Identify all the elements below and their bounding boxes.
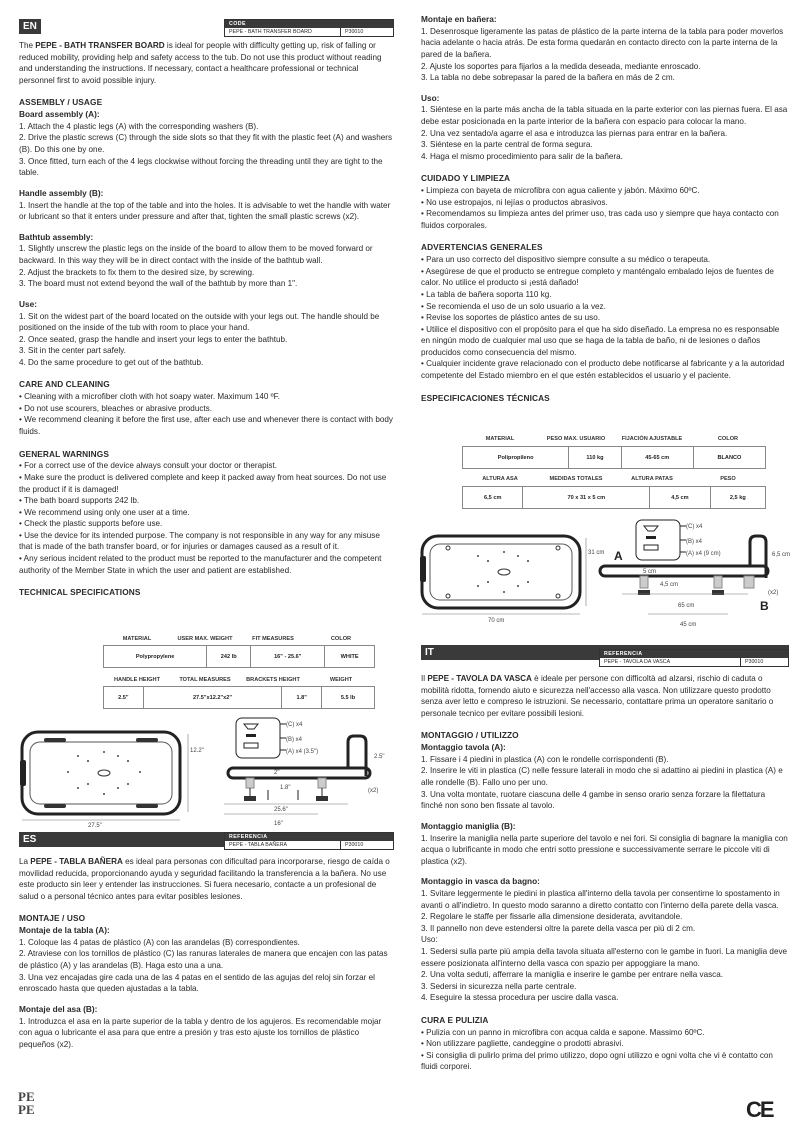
es-continued-section bbox=[421, 14, 789, 404]
en-use-step: 3. Sit in the center part safely. bbox=[19, 346, 126, 356]
es-spec-header-2: ALTURA ASA MEDIDAS TOTALES ALTURA PATAS PESO bbox=[482, 476, 736, 482]
es-parts-callout bbox=[636, 520, 721, 560]
en-dim-handle-height: 2.5" bbox=[374, 754, 385, 760]
en-part-c-label: (C) x4 bbox=[286, 722, 303, 728]
en-use-step: 4. Do the same procedure to get out of the bathtub. bbox=[19, 357, 204, 367]
en-dim-bracket: 1.8" bbox=[280, 785, 291, 791]
es-screws-label: (x2) bbox=[768, 590, 779, 596]
es-warning-item: • Asegúrese de que el producto se entregue completo y manténgalo embalado lejos de fuentes de calor. No utilice el producto si ¡está dañado! bbox=[421, 266, 774, 288]
en-board-title: Board assembly (A): bbox=[19, 109, 100, 120]
es-intro-section bbox=[19, 832, 394, 1050]
es-bathtub-step: 2. Ajuste los soportes para fijarlos a la medida deseada, mediante enroscado. bbox=[421, 61, 701, 71]
es-use-step: 3. Siéntese en la parte central de forma segura. bbox=[421, 140, 593, 150]
it-handle-step: 1. Inserire la maniglia nella parte superiore del tavolo e nei fori. Si consiglia di bagnare la maniglia con acqua o lubrificante in modo che entri sotto pressione e successivamente serrare le piccole viti di plastica (x2). bbox=[421, 833, 788, 866]
it-care-item: • Pulizia con un panno in microfibra con acqua calda e sapone. Massimo 60ºC. bbox=[421, 1027, 705, 1037]
en-section bbox=[19, 19, 394, 599]
en-code-label: CODE bbox=[225, 20, 393, 28]
en-warning-item: • We recommend using only one user at a time. bbox=[19, 507, 190, 517]
es-bathtub-step: 1. Desenrosque ligeramente las patas de plástico de la parte interna de la tabla para poder moverlos hacia adelante o hacia atrás. De esta forma quedarán en contacto directo con la parte interna de la pared de la bañera. bbox=[421, 26, 784, 59]
es-dim-width: 31 cm bbox=[588, 550, 605, 556]
en-warning-item: • The bath board supports 242 lb. bbox=[19, 496, 140, 506]
es-warning-item: • Revise los soportes de plástico antes de su uso. bbox=[421, 313, 600, 323]
en-warning-item: • Use the device for its intended purpose. The company is not responsible in any way for any misuse that is made of the bath transfer board, or for injuries or damages caused as a result of it. bbox=[19, 530, 380, 552]
en-screws-label: (x2) bbox=[368, 788, 379, 794]
en-spec-row-1: Polypropylene 242 lb 16" - 25.6" WHITE bbox=[103, 645, 375, 668]
es-part-a-label: (A) x4 (9 cm) bbox=[686, 551, 721, 557]
it-bathtub-step: 1. Svitare leggermente le piedini in plastica all'interno della tavola per consentirne lo spostamento in avanti o all'indietro. In questo modo saranno a diretto contatto con l'interno della parete della vasca. bbox=[421, 889, 780, 910]
es-code-number: P30010 bbox=[340, 841, 363, 849]
it-handle-title: Montaggio maniglia (B): bbox=[421, 820, 516, 831]
en-intro-brand: PEPE - BATH TRANSFER BOARD bbox=[35, 41, 165, 50]
en-board-step: 2. Drive the plastic screws (C) through the side slots so that they fit with the plastic feet (A) and washers (B). Do this one by one. bbox=[19, 133, 393, 155]
en-part-b-label: (B) x4 bbox=[286, 737, 303, 743]
es-code-box bbox=[224, 832, 394, 850]
en-language-badge: EN bbox=[19, 19, 41, 34]
en-warning-item: • For a correct use of the device always consult your doctor or therapist. bbox=[19, 461, 277, 471]
it-section bbox=[421, 645, 789, 1073]
es-board-step: 2. Atraviese con los tornillos de plástico (C) las ranuras laterales de manera que encajen con las patas de plástico (A) y las arandelas (B). Haga esto una a una. bbox=[19, 949, 388, 971]
en-parts-callout bbox=[236, 718, 318, 758]
en-code-box bbox=[224, 19, 394, 37]
it-bathtub-step: 3. Il pannello non deve estendersi oltre la parete della vasca per più di 2 cm. bbox=[421, 923, 696, 933]
es-dim-fit-min: 45 cm bbox=[680, 622, 697, 628]
es-mark-a: A bbox=[614, 549, 623, 563]
es-header bbox=[19, 832, 394, 847]
it-use-step: 4. Eseguire la stessa procedura per uscire dalla vasca. bbox=[421, 993, 619, 1003]
en-dim-length: 27.5" bbox=[88, 823, 102, 828]
it-code-number: P30010 bbox=[740, 658, 763, 666]
en-part-a-label: (A) x4 (3.5") bbox=[286, 749, 319, 755]
es-assembly-title: MONTAJE / USO bbox=[19, 913, 86, 924]
en-handle-title: Handle assembly (B): bbox=[19, 187, 104, 198]
it-use-step: 1. Sedersi sulla parte più ampia della tavola situata all'esterno con le gambe in fuori. La maniglia deve essere posizionata all'interno della vasca con spazio per appoggiare la mano. bbox=[421, 946, 788, 968]
en-header bbox=[19, 19, 394, 34]
en-care-title: CARE AND CLEANING bbox=[19, 379, 110, 390]
it-intro: Il PEPE - TAVOLA DA VASCA è ideale per persone con difficoltà ad alzarsi, rischio di caduta o mobilità ridotta, fornendo aiuto e sicurezza nell'accesso alla vasca. Non utilizzare questo prodotto senza aver letto e compreso le istruzioni. Se necessario, contattare prima un operatore sanitario o personale tecnico per evitare possibili lesioni. bbox=[421, 674, 774, 718]
it-code-product: PEPE - TAVOLA DA VASCA bbox=[604, 659, 671, 665]
brand-logo: PE PE bbox=[18, 1089, 35, 1117]
en-assembly-title: ASSEMBLY / USAGE bbox=[19, 97, 103, 108]
en-intro: The PEPE - BATH TRANSFER BOARD is ideal for people with difficulty getting up, risk of falling or reduced mobility, providing help and safety access to the tub. Do not use this product without reading and understanding the instructions. If necessary, contact a healthcare professional or technical personnel first to avoid possible injury. bbox=[19, 41, 382, 85]
en-bathtub-step: 1. Slightly unscrew the plastic legs on the inside of the board to allow them to be moved forward or backward. In this way they will be in direct contact with the inside of the bathtub wall. bbox=[19, 244, 373, 266]
en-warning-item: • Make sure the product is delivered complete and keep it packed away from heat sources. Do not use the product if it is damaged! bbox=[19, 472, 387, 494]
es-board-title: Montaje de la tabla (A): bbox=[19, 925, 110, 936]
es-handle-title: Montaje del asa (B): bbox=[19, 1003, 98, 1014]
it-bathtub-title: Montaggio in vasca da bagno: bbox=[421, 876, 540, 887]
en-board-top-view bbox=[20, 732, 180, 814]
it-care-item: • Non utilizzare pagliette, candeggine o prodotti abrasivi. bbox=[421, 1039, 624, 1049]
en-spec-header-1: MATERIAL USER MAX. WEIGHT FIT MEASURES COLOR bbox=[122, 636, 352, 642]
en-spec-row-2: 2.5" 27.5"x12.2"x2" 1.8" 5.5 lb bbox=[103, 686, 375, 709]
en-bathtub-step: 2. Adjust the brackets to fix them to the desired size, by screwing. bbox=[19, 267, 255, 277]
it-board-step: 3. Una volta montate, ruotare ciascuna delle 4 gambe in senso orario senza forzare la filettatura finché non sono ben fissate al tavolo. bbox=[421, 789, 766, 811]
es-part-b-label: (B) x4 bbox=[686, 539, 703, 545]
en-warning-item: • Check the plastic supports before use. bbox=[19, 519, 163, 529]
es-dim-length: 70 cm bbox=[488, 618, 505, 624]
en-dim-gap: 2" bbox=[274, 770, 280, 776]
en-spec-header-2: HANDLE HEIGHT TOTAL MEASURES BRACKETS HEIGHT WEIGHT bbox=[114, 677, 353, 683]
en-assembly-diagram bbox=[18, 716, 393, 828]
en-use-step: 2. Once seated, grasp the handle and insert your legs to enter the bathtub. bbox=[19, 334, 288, 344]
it-board-step: 1. Fissare i 4 piedini in plastica (A) con le rondelle corrispondenti (B). bbox=[421, 754, 669, 764]
en-code-number: P30010 bbox=[340, 28, 363, 36]
es-spec-title: ESPECIFICACIONES TÉCNICAS bbox=[421, 392, 550, 403]
it-care-item: • Si consiglia di pulirlo prima del primo utilizzo, dopo ogni utilizzo e ogni volta che vi è contatto con fluidi corporei. bbox=[421, 1050, 773, 1072]
it-use-step: 2. Una volta seduti, afferrare la maniglia e inserire le gambe per entrare nella vasca. bbox=[421, 970, 723, 980]
it-board-title: Montaggio tavola (A): bbox=[421, 742, 506, 753]
it-bathtub-step: 2. Regolare le staffe per fissarle alla dimensione desiderata, avvitandole. bbox=[421, 912, 683, 922]
es-warning-item: • Utilice el dispositivo con el propósito para el que ha sido diseñado. La empresa no es responsable en ningún modo de cualquier mal uso que se haga de la tabla de baño, ni de lesiones o daños producidos como consecuencia del mismo. bbox=[421, 324, 780, 357]
en-warnings-title: GENERAL WARNINGS bbox=[19, 448, 109, 459]
it-code-box bbox=[599, 649, 789, 667]
ce-mark: CE bbox=[746, 1097, 773, 1122]
en-care-item: • Do not use scourers, bleaches or abrasive products. bbox=[19, 403, 212, 413]
es-part-c-label: (C) x4 bbox=[686, 524, 703, 530]
es-intro: La PEPE - TABLA BAÑERA es ideal para personas con dificultad para incorporarse, riesgo de caída o movilidad reducida, proporcionando ayuda y seguridad facilitando la transferencia a la bañera. No use este producto sin leer y entender las instrucciones. Si fuera necesario, contacte a un profesional de salud o a personal técnico antes para evitar posibles lesiones. bbox=[19, 857, 390, 901]
es-spec-row-2: 6,5 cm 70 x 31 x 5 cm 4,5 cm 2,5 kg bbox=[462, 486, 766, 509]
es-use-step: 4. Haga el mismo procedimiento para salir de la bañera. bbox=[421, 151, 623, 161]
es-warning-item: • Se recomienda el uso de un solo usuario a la vez. bbox=[421, 301, 606, 311]
es-dim-handle-height: 6,5 cm bbox=[772, 552, 791, 558]
it-use-step: 3. Sedersi in sicurezza nella parte centrale. bbox=[421, 981, 577, 991]
es-care-item: • Limpieza con bayeta de microfibra con agua caliente y jabón. Máximo 60ºC. bbox=[421, 186, 700, 196]
en-dim-fit-max: 25.6" bbox=[274, 807, 288, 813]
es-handle-step: 1. Introduzca el asa en la parte superior de la tabla y dentro de los agujeros. Es recomendable mojar con agua o lubricante el asa para que entre a presión y tras esto ajuste los tornillos de plástico pequeños (x2). bbox=[19, 1016, 382, 1049]
en-bathtub-step: 3. The board must not extend beyond the wall of the bathtub by more than 1". bbox=[19, 279, 298, 289]
es-bathtub-step: 3. La tabla no debe sobrepasar la pared de la bañera en más de 2 cm. bbox=[421, 73, 675, 83]
it-use-title: Uso: bbox=[421, 935, 438, 945]
es-warning-item: • Cualquier incidente grave relacionado con el producto debe notificarse al fabricante y a la autoridad competente del Estado miembro en el que estén establecidos el usuario y el paciente. bbox=[421, 359, 785, 380]
en-spec-title: TECHNICAL SPECIFICATIONS bbox=[19, 587, 141, 598]
en-bathtub-title: Bathtub assembly: bbox=[19, 231, 94, 242]
en-care-item: • We recommend cleaning it before the first use, after each use and whenever there is contact with body fluids. bbox=[19, 415, 393, 436]
es-warning-item: • Para un uso correcto del dispositivo siempre consulte a su médico o terapeuta. bbox=[421, 255, 711, 265]
es-warnings-title: ADVERTENCIAS GENERALES bbox=[421, 242, 543, 253]
en-warning-item: • Any serious incident related to the product must be reported to the manufacturer and the competent authority of the Member State in which the user and patient are established. bbox=[19, 553, 382, 575]
es-code-product: PEPE - TABLA BAÑERA bbox=[229, 842, 288, 848]
it-intro-brand: PEPE - TAVOLA DA VASCA bbox=[427, 674, 532, 683]
it-board-step: 2. Inserire le viti in plastica (C) nelle fessure laterali in modo che si adattino ai piedini in plastica (A) e alle rondelle (B). Fallo uno per uno. bbox=[421, 766, 783, 788]
es-warning-item: • La tabla de bañera soporta 110 kg. bbox=[421, 289, 552, 299]
es-board-top-view bbox=[420, 536, 580, 608]
es-use-title: Uso: bbox=[421, 92, 440, 103]
es-code-label: REFERENCIA bbox=[225, 833, 393, 841]
en-use-step: 1. Sit on the widest part of the board located on the outside with your legs out. The handle should be positioned on the inside of the tub with room to place your hand. bbox=[19, 311, 380, 333]
en-dim-fit-min: 16" bbox=[274, 821, 283, 827]
es-use-step: 1. Siéntese en la parte más ancha de la tabla situada en la parte exterior con las piernas fuera. El asa debe estar posicionada en la parte interior de la bañera con espacio para colocar la mano. bbox=[421, 105, 788, 127]
es-board-step: 3. Una vez encajadas gire cada una de las 4 patas en el sentido de las agujas del reloj sin forzar el enroscado hasta que queden ajustadas a la tabla. bbox=[19, 972, 375, 994]
it-header bbox=[421, 645, 789, 665]
it-care-title: CURA E PULIZIA bbox=[421, 1014, 489, 1025]
es-dim-fit-max: 65 cm bbox=[678, 603, 695, 609]
it-assembly-title: MONTAGGIO / UTILIZZO bbox=[421, 730, 519, 741]
es-assembly-diagram bbox=[418, 518, 793, 630]
es-care-title: CUIDADO Y LIMPIEZA bbox=[421, 173, 511, 184]
es-bathtub-title: Montaje en bañera: bbox=[421, 14, 497, 24]
es-use-step: 2. Una vez sentado/a agarre el asa e introduzca las piernas para entrar en la bañera. bbox=[421, 128, 728, 138]
it-language-badge: IT bbox=[421, 645, 789, 660]
es-board-step: 1. Coloque las 4 patas de plástico (A) con las arandelas (B) correspondientes. bbox=[19, 937, 300, 947]
es-spec-row-1: Polipropileno 110 kg 45-65 cm BLANCO bbox=[462, 446, 766, 469]
es-dim-gap: 5 cm bbox=[643, 569, 657, 575]
es-spec-header-1: MATERIAL PESO MAX. USUARIO FIJACIÓN AJUSTABLE COLOR bbox=[485, 436, 739, 442]
es-language-badge: ES bbox=[19, 832, 394, 847]
es-care-item: • Recomendamos su limpieza antes del primer uso, tras cada uso y siempre que haya contacto con fluidos corporales. bbox=[421, 209, 779, 230]
es-care-item: • No use estropajos, ni lejías o productos abrasivos. bbox=[421, 197, 608, 207]
es-mark-b: B bbox=[760, 599, 769, 613]
en-care-item: • Cleaning with a microfiber cloth with hot soapy water. Maximum 140 ºF. bbox=[19, 392, 280, 402]
es-dim-bracket: 4,5 cm bbox=[660, 582, 679, 588]
en-board-step: 3. Once fitted, turn each of the 4 legs clockwise without forcing the threading until they are tight to the table. bbox=[19, 156, 383, 178]
es-intro-brand: PEPE - TABLA BAÑERA bbox=[30, 857, 123, 866]
en-handle-step: 1. Insert the handle at the top of the table and into the holes. It is advisable to wet the handle with water or lubricant so that it enters under pressure and after that, tighten the small plastic screws (x2). bbox=[19, 200, 391, 222]
it-code-label: REFERENCIA bbox=[600, 650, 788, 658]
en-code-product: PEPE - BATH TRANSFER BOARD bbox=[229, 29, 312, 35]
en-board-step: 1. Attach the 4 plastic legs (A) with the corresponding washers (B). bbox=[19, 121, 259, 131]
en-dim-width: 12.2" bbox=[190, 748, 204, 754]
en-use-title: Use: bbox=[19, 298, 37, 309]
